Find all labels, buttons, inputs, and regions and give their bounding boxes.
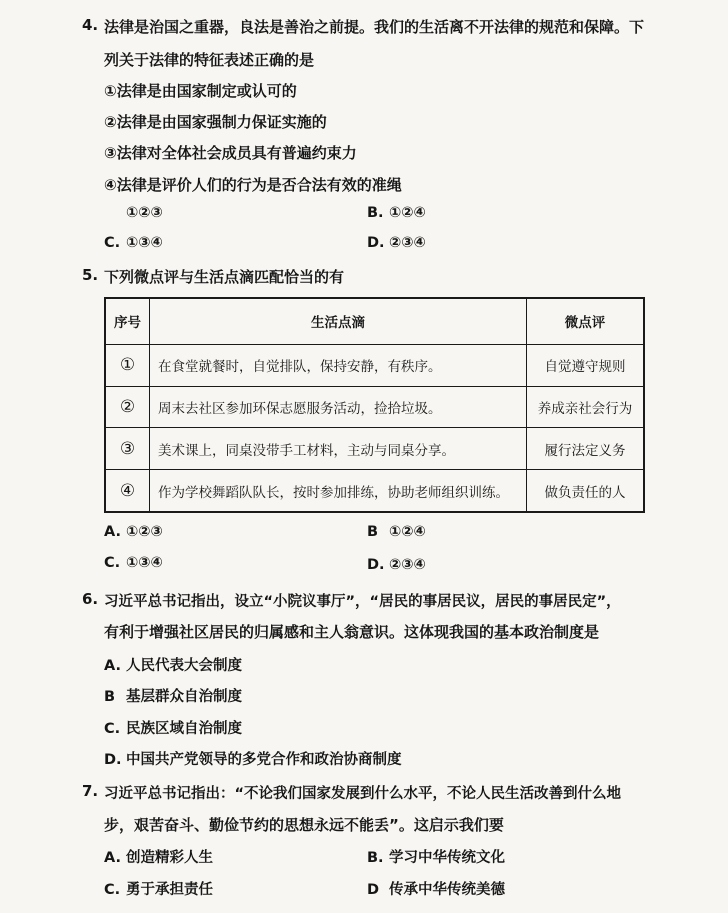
option-text: 民族区域自治制度 xyxy=(126,721,242,737)
option-text: ①②③ xyxy=(126,205,163,221)
option-label: A. xyxy=(104,850,121,866)
option-d[interactable] xyxy=(367,878,505,899)
question-stem-line1: 法律是治国之重器，良法是善治之前提。我们的生活离不开法律的规范和保障。下 xyxy=(104,18,645,36)
option-label: B xyxy=(367,524,379,540)
row-index: ③ xyxy=(105,428,150,470)
statement-4: ④法律是评价人们的行为是否合法有效的准绳 xyxy=(104,176,402,194)
question-stem-line2: 步，艰苦奋斗、勤俭节约的思想永远不能丢”。这启示我们要 xyxy=(104,816,504,834)
option-label: D xyxy=(367,882,380,898)
row-comment: 自觉遵守规则 xyxy=(527,344,645,386)
option-label: C. xyxy=(104,882,121,898)
option-text: 创造精彩人生 xyxy=(126,850,213,866)
option-b[interactable] xyxy=(104,685,242,706)
question-stem: 下列微点评与生活点滴匹配恰当的有 xyxy=(104,268,345,286)
option-text: 人民代表大会制度 xyxy=(126,658,242,674)
question-number: 7. xyxy=(82,782,99,800)
option-label: D. xyxy=(104,752,122,768)
statement-3: ③法律对全体社会成员具有普遍约束力 xyxy=(104,144,357,162)
option-label: B. xyxy=(367,205,384,221)
table-row xyxy=(105,428,644,470)
row-life-moment: 周末去社区参加环保志愿服务活动，捡拾垃圾。 xyxy=(150,386,527,428)
question-number: 6. xyxy=(82,590,99,608)
row-comment: 养成亲社会行为 xyxy=(527,386,645,428)
option-text: ①②③ xyxy=(126,524,163,540)
table-row xyxy=(105,386,644,428)
statement-2: ②法律是由国家强制力保证实施的 xyxy=(104,113,327,131)
question-number: 5. xyxy=(82,266,99,284)
option-b[interactable] xyxy=(367,524,426,540)
option-d[interactable] xyxy=(367,557,426,573)
option-label: A. xyxy=(104,658,121,674)
row-index: ④ xyxy=(105,470,150,512)
option-text: ②③④ xyxy=(389,557,426,573)
row-index: ① xyxy=(105,344,150,386)
option-text: ①③④ xyxy=(126,555,163,571)
question-stem-line2: 有利于增强社区居民的归属感和主人翁意识。这体现我国的基本政治制度是 xyxy=(104,623,600,641)
option-label: C. xyxy=(104,555,121,571)
option-a[interactable] xyxy=(104,205,163,221)
option-label: B xyxy=(104,689,116,705)
option-d[interactable] xyxy=(367,235,426,251)
row-life-moment: 作为学校舞蹈队队长，按时参加排练，协助老师组织训练。 xyxy=(150,470,527,512)
row-comment: 做负责任的人 xyxy=(527,470,645,512)
option-label: D. xyxy=(367,557,385,573)
option-label: D. xyxy=(367,235,385,251)
option-c[interactable] xyxy=(104,235,163,251)
header-life-moment: 生活点滴 xyxy=(150,298,527,344)
option-text: 学习中华传统文化 xyxy=(389,850,505,866)
option-a[interactable] xyxy=(104,524,163,540)
row-life-moment: 在食堂就餐时，自觉排队，保持安静，有秩序。 xyxy=(150,344,527,386)
header-comment: 微点评 xyxy=(527,298,645,344)
question-stem-line2: 列关于法律的特征表述正确的是 xyxy=(104,51,315,69)
option-a[interactable] xyxy=(104,654,242,675)
table-row xyxy=(105,470,644,512)
statement-1: ①法律是由国家制定或认可的 xyxy=(104,82,297,100)
option-text: ①③④ xyxy=(126,235,163,251)
row-index: ② xyxy=(105,386,150,428)
table-row xyxy=(105,344,644,386)
option-b[interactable] xyxy=(367,205,426,221)
option-d[interactable] xyxy=(104,748,402,769)
row-comment: 履行法定义务 xyxy=(527,428,645,470)
option-c[interactable] xyxy=(104,717,242,738)
option-label: C. xyxy=(104,235,121,251)
option-label: B. xyxy=(367,850,384,866)
row-life-moment: 美术课上，同桌没带手工材料，主动与同桌分享。 xyxy=(150,428,527,470)
option-text: 勇于承担责任 xyxy=(126,882,213,898)
option-c[interactable] xyxy=(104,555,163,571)
option-label: C. xyxy=(104,721,121,737)
option-text: ②③④ xyxy=(389,235,426,251)
option-label: A. xyxy=(104,524,121,540)
matching-table xyxy=(104,297,645,513)
question-stem-line1: 习近平总书记指出，设立“小院议事厅”，“居民的事居民议，居民的事居民定”， xyxy=(104,594,621,610)
option-text: 传承中华传统美德 xyxy=(389,882,505,898)
option-b[interactable] xyxy=(367,846,505,867)
question-stem-line1: 习近平总书记指出：“不论我们国家发展到什么水平，不论人民生活改善到什么地 xyxy=(104,786,622,802)
option-a[interactable] xyxy=(104,846,213,867)
option-text: 中国共产党领导的多党合作和政治协商制度 xyxy=(126,752,402,768)
option-c[interactable] xyxy=(104,878,213,899)
table-header-row xyxy=(105,298,644,344)
option-text: 基层群众自治制度 xyxy=(126,689,242,705)
question-number: 4. xyxy=(82,16,99,34)
option-text: ①②④ xyxy=(389,205,426,221)
option-text: ①②④ xyxy=(389,524,426,540)
header-index: 序号 xyxy=(105,298,150,344)
